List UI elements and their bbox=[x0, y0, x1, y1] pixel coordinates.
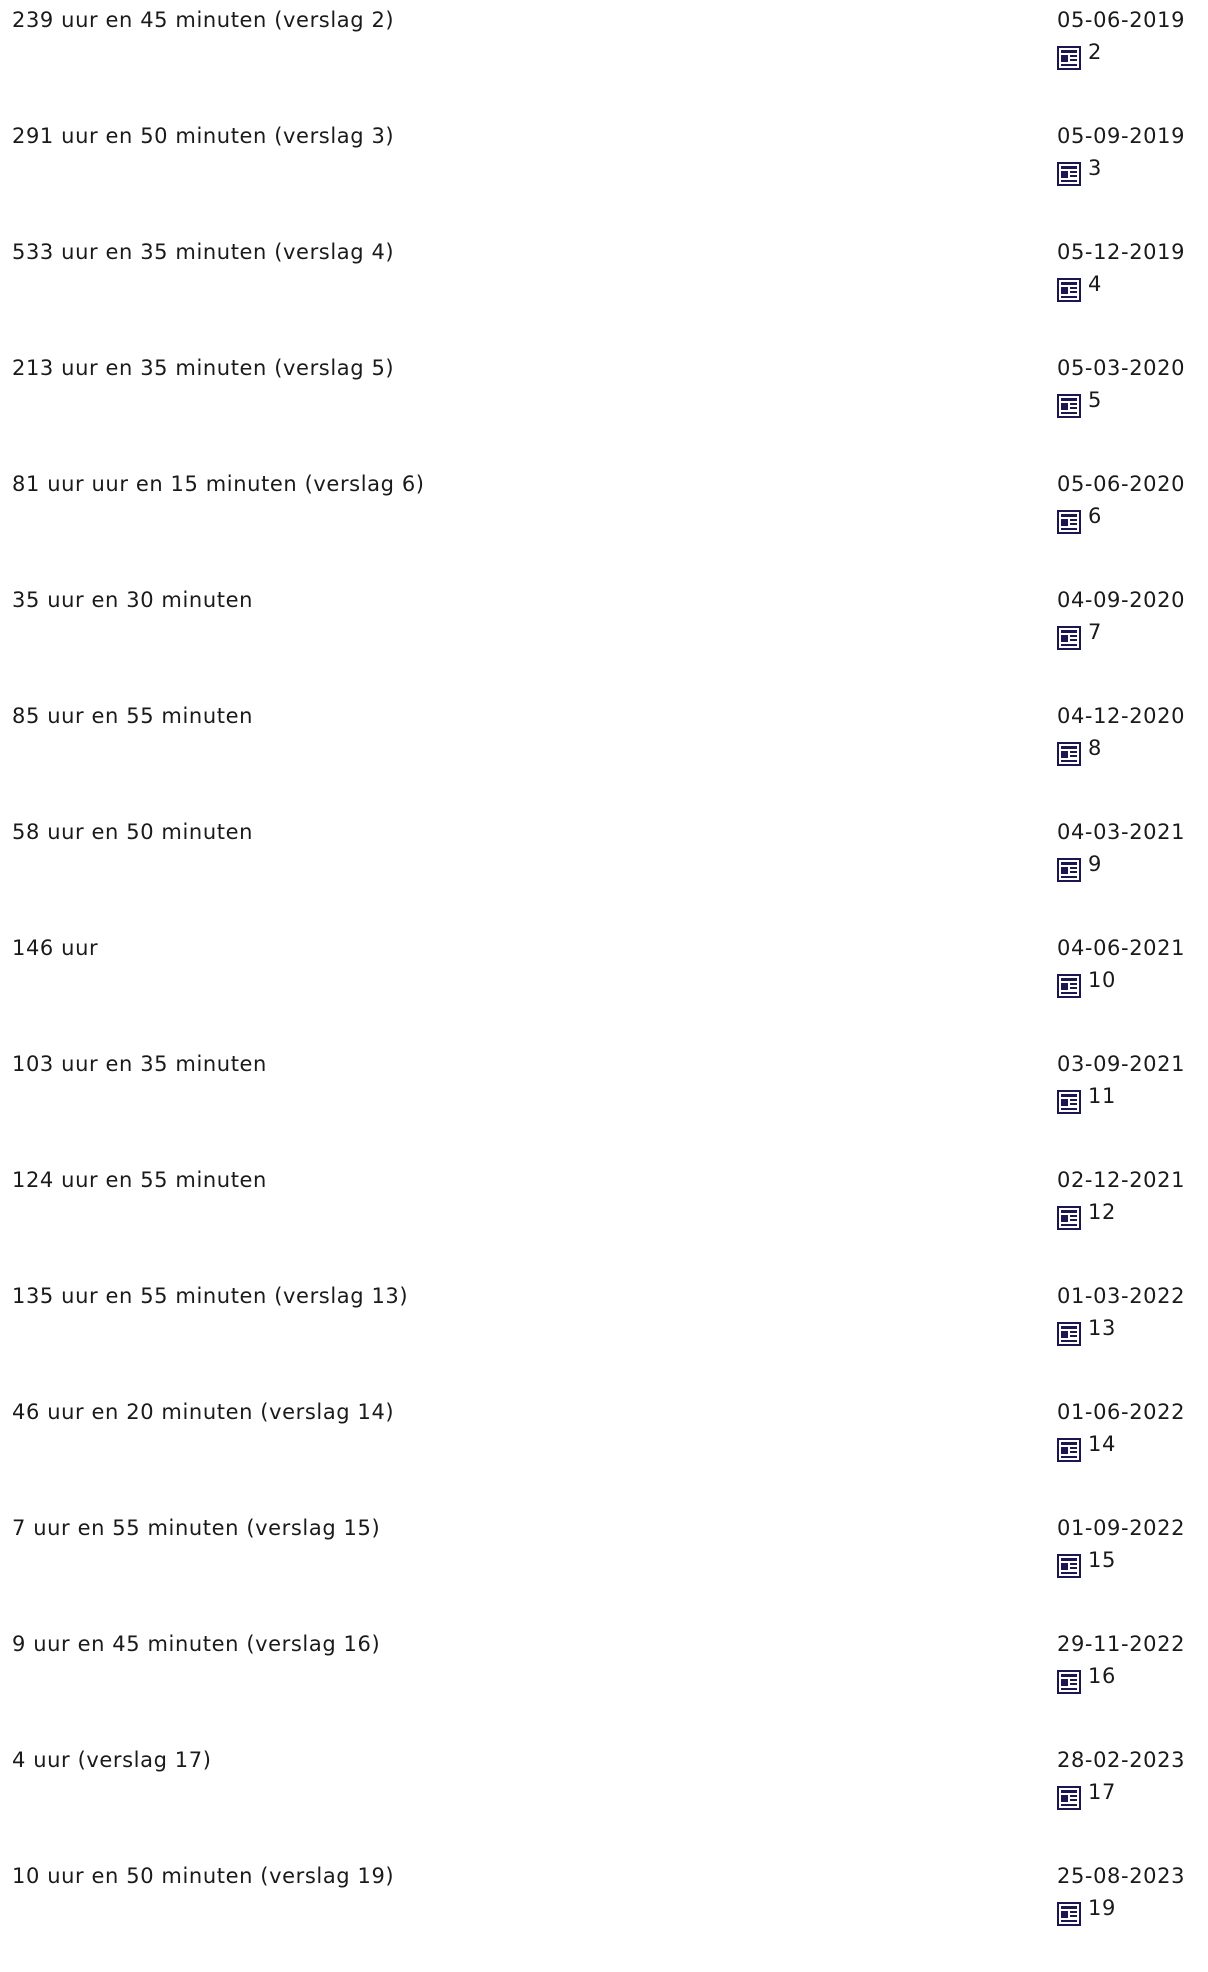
report-date: 25-08-2023 bbox=[1057, 1864, 1186, 1888]
report-link[interactable] bbox=[1057, 1780, 1208, 1810]
report-number[interactable]: 16 bbox=[1088, 1664, 1116, 1688]
report-date: 03-09-2021 bbox=[1057, 1052, 1186, 1076]
newspaper-icon[interactable] bbox=[1057, 46, 1081, 70]
report-link[interactable] bbox=[1057, 1664, 1208, 1694]
report-meta bbox=[1057, 934, 1208, 998]
newspaper-icon[interactable] bbox=[1057, 162, 1081, 186]
list-item bbox=[0, 1044, 1208, 1160]
report-date: 04-09-2020 bbox=[1057, 588, 1186, 612]
list-item bbox=[0, 580, 1208, 696]
report-date: 28-02-2023 bbox=[1057, 1748, 1186, 1772]
newspaper-icon[interactable] bbox=[1057, 858, 1081, 882]
report-meta bbox=[1057, 1746, 1208, 1810]
list-item bbox=[0, 1624, 1208, 1740]
report-number[interactable]: 7 bbox=[1088, 620, 1102, 644]
hours-description: 7 uur en 55 minuten (verslag 15) bbox=[12, 1516, 381, 1540]
hours-description: 58 uur en 50 minuten bbox=[12, 820, 254, 844]
report-number[interactable]: 8 bbox=[1088, 736, 1102, 760]
list-item bbox=[0, 928, 1208, 1044]
report-date: 04-06-2021 bbox=[1057, 936, 1186, 960]
list-item bbox=[0, 1160, 1208, 1276]
report-date: 01-03-2022 bbox=[1057, 1284, 1186, 1308]
report-number[interactable]: 15 bbox=[1088, 1548, 1116, 1572]
report-link[interactable] bbox=[1057, 1896, 1208, 1926]
hours-description: 9 uur en 45 minuten (verslag 16) bbox=[12, 1632, 381, 1656]
report-meta bbox=[1057, 702, 1208, 766]
hours-description: 81 uur uur en 15 minuten (verslag 6) bbox=[12, 472, 425, 496]
report-date: 04-03-2021 bbox=[1057, 820, 1186, 844]
hours-description: 4 uur (verslag 17) bbox=[12, 1748, 212, 1772]
report-link[interactable] bbox=[1057, 736, 1208, 766]
report-meta bbox=[1057, 1166, 1208, 1230]
report-link[interactable] bbox=[1057, 1200, 1208, 1230]
hours-description: 103 uur en 35 minuten bbox=[12, 1052, 267, 1076]
newspaper-icon[interactable] bbox=[1057, 1206, 1081, 1230]
newspaper-icon[interactable] bbox=[1057, 1902, 1081, 1926]
report-number[interactable]: 3 bbox=[1088, 156, 1102, 180]
report-link[interactable] bbox=[1057, 852, 1208, 882]
report-link[interactable] bbox=[1057, 272, 1208, 302]
report-number[interactable]: 9 bbox=[1088, 852, 1102, 876]
report-number[interactable]: 4 bbox=[1088, 272, 1102, 296]
hours-description: 46 uur en 20 minuten (verslag 14) bbox=[12, 1400, 395, 1424]
hours-description: 85 uur en 55 minuten bbox=[12, 704, 254, 728]
list-item bbox=[0, 1276, 1208, 1392]
report-link[interactable] bbox=[1057, 1548, 1208, 1578]
report-link[interactable] bbox=[1057, 504, 1208, 534]
report-number[interactable]: 6 bbox=[1088, 504, 1102, 528]
report-date: 02-12-2021 bbox=[1057, 1168, 1186, 1192]
report-meta bbox=[1057, 354, 1208, 418]
hours-description: 533 uur en 35 minuten (verslag 4) bbox=[12, 240, 395, 264]
report-meta bbox=[1057, 1514, 1208, 1578]
newspaper-icon[interactable] bbox=[1057, 1670, 1081, 1694]
hours-description: 146 uur bbox=[12, 936, 99, 960]
report-number[interactable]: 5 bbox=[1088, 388, 1102, 412]
report-meta bbox=[1057, 1282, 1208, 1346]
report-date: 05-06-2020 bbox=[1057, 472, 1186, 496]
report-number[interactable]: 14 bbox=[1088, 1432, 1116, 1456]
report-link[interactable] bbox=[1057, 156, 1208, 186]
report-link[interactable] bbox=[1057, 1316, 1208, 1346]
list-item bbox=[0, 0, 1208, 116]
hours-description: 239 uur en 45 minuten (verslag 2) bbox=[12, 8, 395, 32]
hours-description: 10 uur en 50 minuten (verslag 19) bbox=[12, 1864, 395, 1888]
report-link[interactable] bbox=[1057, 620, 1208, 650]
report-link[interactable] bbox=[1057, 968, 1208, 998]
list-item bbox=[0, 1392, 1208, 1508]
hours-description: 35 uur en 30 minuten bbox=[12, 588, 254, 612]
hours-description: 135 uur en 55 minuten (verslag 13) bbox=[12, 1284, 409, 1308]
newspaper-icon[interactable] bbox=[1057, 626, 1081, 650]
report-date: 05-03-2020 bbox=[1057, 356, 1186, 380]
report-number[interactable]: 12 bbox=[1088, 1200, 1116, 1224]
report-number[interactable]: 10 bbox=[1088, 968, 1116, 992]
report-link[interactable] bbox=[1057, 40, 1208, 70]
report-number[interactable]: 11 bbox=[1088, 1084, 1116, 1108]
report-link[interactable] bbox=[1057, 1432, 1208, 1462]
report-number[interactable]: 13 bbox=[1088, 1316, 1116, 1340]
list-item bbox=[0, 464, 1208, 580]
report-date: 05-12-2019 bbox=[1057, 240, 1186, 264]
report-link[interactable] bbox=[1057, 388, 1208, 418]
report-meta bbox=[1057, 1630, 1208, 1694]
report-date: 01-09-2022 bbox=[1057, 1516, 1186, 1540]
newspaper-icon[interactable] bbox=[1057, 742, 1081, 766]
report-link[interactable] bbox=[1057, 1084, 1208, 1114]
report-meta bbox=[1057, 1398, 1208, 1462]
hours-description: 124 uur en 55 minuten bbox=[12, 1168, 267, 1192]
report-date: 01-06-2022 bbox=[1057, 1400, 1186, 1424]
list-item bbox=[0, 1740, 1208, 1856]
list-item bbox=[0, 116, 1208, 232]
newspaper-icon[interactable] bbox=[1057, 1786, 1081, 1810]
newspaper-icon[interactable] bbox=[1057, 1322, 1081, 1346]
report-meta bbox=[1057, 6, 1208, 70]
hours-description: 291 uur en 50 minuten (verslag 3) bbox=[12, 124, 395, 148]
list-item bbox=[0, 812, 1208, 928]
hours-description: 213 uur en 35 minuten (verslag 5) bbox=[12, 356, 395, 380]
list-item bbox=[0, 348, 1208, 464]
newspaper-icon[interactable] bbox=[1057, 510, 1081, 534]
report-meta bbox=[1057, 238, 1208, 302]
newspaper-icon[interactable] bbox=[1057, 974, 1081, 998]
newspaper-icon[interactable] bbox=[1057, 1090, 1081, 1114]
newspaper-icon[interactable] bbox=[1057, 1554, 1081, 1578]
list-item bbox=[0, 1856, 1208, 1972]
report-meta bbox=[1057, 470, 1208, 534]
report-date: 05-06-2019 bbox=[1057, 8, 1186, 32]
report-meta bbox=[1057, 122, 1208, 186]
report-meta bbox=[1057, 1862, 1208, 1926]
report-number[interactable]: 2 bbox=[1088, 40, 1102, 64]
list-item bbox=[0, 1508, 1208, 1624]
report-date: 29-11-2022 bbox=[1057, 1632, 1186, 1656]
list-item bbox=[0, 232, 1208, 348]
report-meta bbox=[1057, 818, 1208, 882]
report-number[interactable]: 17 bbox=[1088, 1780, 1116, 1804]
report-date: 05-09-2019 bbox=[1057, 124, 1186, 148]
report-number[interactable]: 19 bbox=[1088, 1896, 1116, 1920]
report-meta bbox=[1057, 1050, 1208, 1114]
report-meta bbox=[1057, 586, 1208, 650]
newspaper-icon[interactable] bbox=[1057, 278, 1081, 302]
newspaper-icon[interactable] bbox=[1057, 394, 1081, 418]
list-item bbox=[0, 696, 1208, 812]
report-date: 04-12-2020 bbox=[1057, 704, 1186, 728]
newspaper-icon[interactable] bbox=[1057, 1438, 1081, 1462]
